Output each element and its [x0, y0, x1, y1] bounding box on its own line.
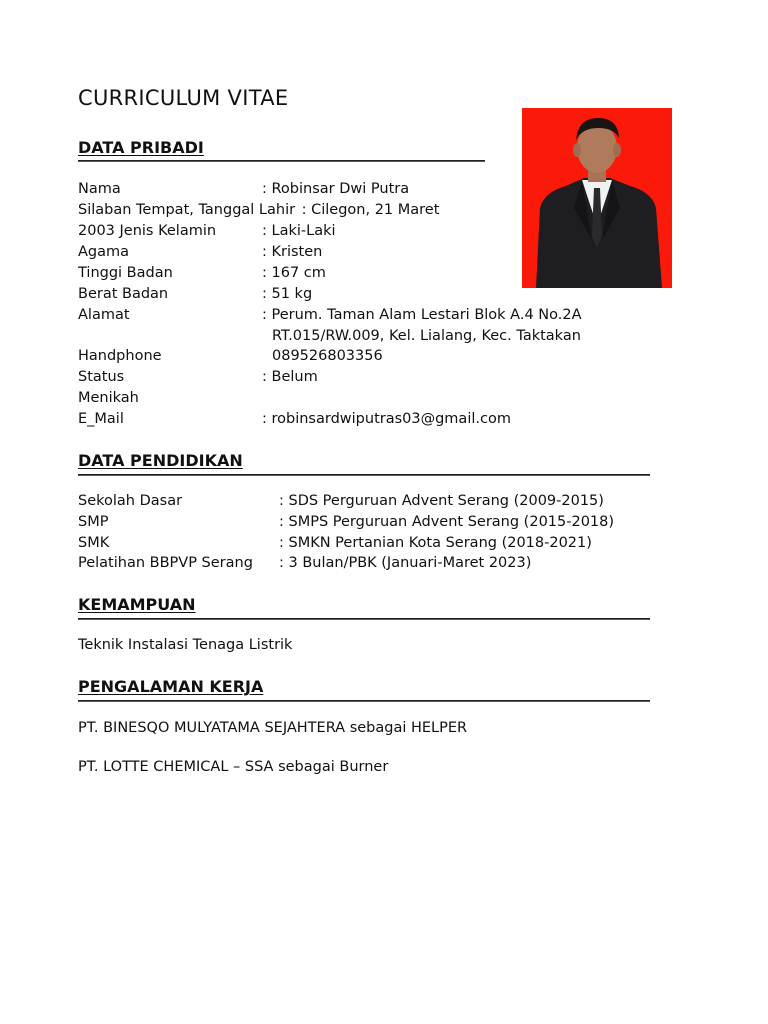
section-heading-skills: KEMAMPUAN — [78, 595, 196, 614]
personal-label: Nama — [78, 181, 121, 197]
personal-value: : Cilegon, 21 Maret — [297, 202, 440, 218]
profile-photo — [522, 108, 672, 288]
section-heading-personal: DATA PRIBADI — [78, 138, 204, 157]
personal-value: : robinsardwiputras03@gmail.com — [262, 411, 511, 427]
education-value: : 3 Bulan/PBK (Januari-Maret 2023) — [279, 555, 532, 571]
personal-value: : Robinsar Dwi Putra — [262, 181, 410, 197]
person-portrait-icon — [522, 108, 672, 288]
education-label: Sekolah Dasar — [78, 493, 183, 509]
education-label: SMP — [78, 514, 109, 530]
section-heading-education: DATA PENDIDIKAN — [78, 451, 243, 470]
personal-value: RT.015/RW.009, Kel. Lialang, Kec. Taktakan — [272, 328, 581, 344]
personal-value: : 167 cm — [262, 265, 326, 281]
personal-value: : 51 kg — [262, 286, 313, 302]
section-divider — [78, 618, 650, 620]
personal-label: E_Mail — [78, 411, 124, 427]
education-value: : SMKN Pertanian Kota Serang (2018-2021) — [279, 535, 592, 551]
personal-label: Menikah — [78, 390, 139, 406]
education-label: Pelatihan BBPVP Serang — [78, 555, 253, 571]
section-divider — [78, 700, 650, 702]
education-value: : SMPS Perguruan Advent Serang (2015-2018) — [279, 514, 615, 530]
education-label: SMK — [78, 535, 110, 551]
personal-label: Tinggi Badan — [78, 265, 173, 281]
personal-label: Alamat — [78, 307, 130, 323]
section-divider — [78, 160, 485, 162]
skill-item: Teknik Instalasi Tenaga Listrik — [78, 637, 293, 653]
personal-value: 089526803356 — [272, 348, 383, 364]
personal-value: : Perum. Taman Alam Lestari Blok A.4 No.2A — [262, 307, 582, 323]
personal-label: Handphone — [78, 348, 162, 364]
personal-label: Agama — [78, 244, 130, 260]
personal-label: 2003 Jenis Kelamin — [78, 223, 217, 239]
document-title: CURRICULUM VITAE — [78, 86, 289, 110]
education-value: : SDS Perguruan Advent Serang (2009-2015) — [279, 493, 604, 509]
personal-value: : Belum — [262, 369, 318, 385]
section-heading-experience: PENGALAMAN KERJA — [78, 677, 264, 696]
personal-value: : Kristen — [262, 244, 323, 260]
personal-label: Status — [78, 369, 125, 385]
experience-item: PT. LOTTE CHEMICAL – SSA sebagai Burner — [78, 759, 389, 775]
section-divider — [78, 474, 650, 476]
personal-label: Silaban Tempat, Tanggal Lahir — [78, 202, 296, 218]
experience-item: PT. BINESQO MULYATAMA SEJAHTERA sebagai HELPER — [78, 720, 468, 736]
personal-value: : Laki-Laki — [262, 223, 336, 239]
personal-label: Berat Badan — [78, 286, 169, 302]
